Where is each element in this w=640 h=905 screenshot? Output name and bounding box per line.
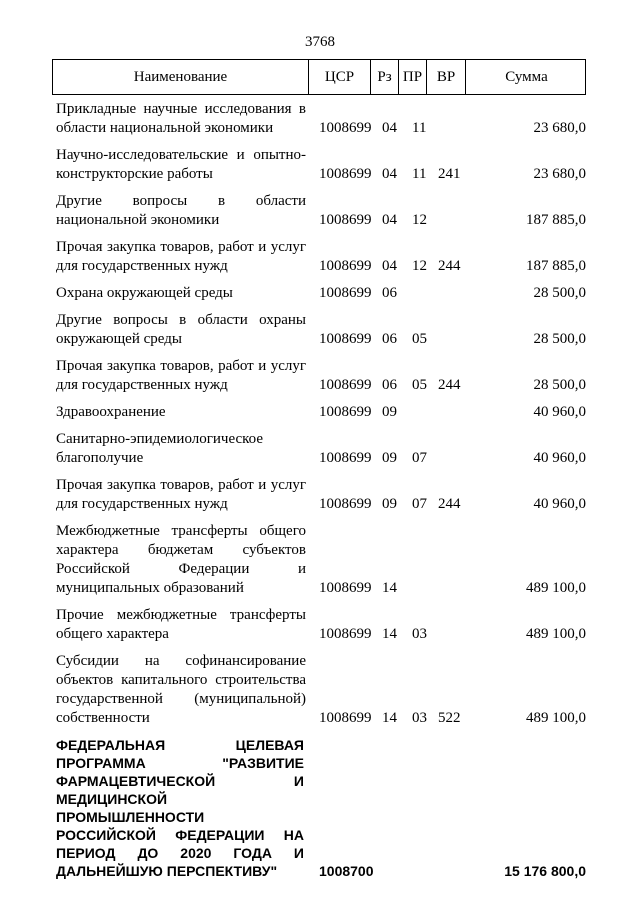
page-number: 3768: [305, 34, 335, 50]
row-pr: 03: [412, 626, 427, 642]
row-csr: 1008699: [319, 258, 372, 274]
row-csr: 1008699: [319, 212, 372, 228]
table-row: [56, 311, 586, 349]
row-pr: 07: [412, 496, 427, 512]
row-vr: 244: [438, 258, 461, 274]
table-row: [56, 146, 586, 184]
row-name: Здравоохранение: [56, 404, 166, 420]
table-row: [56, 430, 586, 468]
row-rz: 09: [382, 496, 397, 512]
row-csr: 1008700: [319, 863, 374, 879]
table-row: [56, 522, 586, 598]
row-sum: 28 500,0: [533, 377, 586, 393]
table-header: [52, 59, 586, 95]
row-rz: 06: [382, 285, 397, 301]
table-row: [56, 652, 586, 728]
row-sum: 40 960,0: [533, 404, 586, 420]
row-name: Другие вопросы в области охраны окружающей среды: [56, 312, 306, 347]
row-name: Прикладные научные исследования в области национальной экономики: [56, 101, 306, 136]
row-csr: 1008699: [319, 377, 372, 393]
row-name: Субсидии на софинансирование объектов капитального строительства государственной (муниципальной) собственности: [56, 653, 306, 726]
row-rz: 09: [382, 450, 397, 466]
row-csr: 1008699: [319, 120, 372, 136]
row-csr: 1008699: [319, 450, 372, 466]
row-rz: 04: [382, 212, 397, 228]
row-rz: 09: [382, 404, 397, 420]
row-pr: 11: [412, 120, 427, 136]
row-csr: 1008699: [319, 404, 372, 420]
header-csr: ЦСР: [308, 60, 370, 94]
row-sum: 489 100,0: [526, 626, 586, 642]
row-pr: 05: [412, 377, 427, 393]
row-pr: 12: [412, 258, 427, 274]
table-row: [56, 284, 586, 303]
row-name: Научно-исследовательские и опытно-конструкторские работы: [56, 147, 306, 182]
header-rz: Рз: [370, 60, 398, 94]
table-row: [56, 476, 586, 514]
row-pr: 11: [412, 166, 427, 182]
row-csr: 1008699: [319, 626, 372, 642]
row-name: Прочие межбюджетные трансферты общего характера: [56, 607, 306, 642]
row-name: ФЕДЕРАЛЬНАЯ ЦЕЛЕВАЯ ПРОГРАММА "РАЗВИТИЕ ФАРМАЦЕВТИЧЕСКОЙ И МЕДИЦИНСКОЙ ПРОМЫШЛЕННОСТИ РОССИЙСКОЙ ФЕДЕРАЦИИ НА ПЕРИОД ДО 2020 ГОДА И ДАЛЬНЕЙШУЮ ПЕРСПЕКТИВУ": [56, 737, 304, 879]
row-pr: 05: [412, 331, 427, 347]
row-rz: 06: [382, 331, 397, 347]
row-sum: 28 500,0: [533, 285, 586, 301]
row-pr: 07: [412, 450, 427, 466]
row-csr: 1008699: [319, 166, 372, 182]
row-name: Охрана окружающей среды: [56, 285, 233, 301]
row-name: Прочая закупка товаров, работ и услуг для государственных нужд: [56, 358, 306, 393]
header-name: Наименование: [133, 68, 228, 85]
row-name: Прочая закупка товаров, работ и услуг для государственных нужд: [56, 239, 306, 274]
row-pr: 03: [412, 710, 427, 726]
row-csr: 1008699: [319, 496, 372, 512]
row-csr: 1008699: [319, 331, 372, 347]
table-row: [56, 403, 586, 422]
row-sum: 15 176 800,0: [504, 863, 586, 879]
row-sum: 40 960,0: [533, 450, 586, 466]
row-rz: 04: [382, 258, 397, 274]
header-pr: ПР: [398, 60, 426, 94]
row-vr: 522: [438, 710, 461, 726]
row-rz: 04: [382, 166, 397, 182]
row-rz: 04: [382, 120, 397, 136]
row-sum: 489 100,0: [526, 580, 586, 596]
row-vr: 241: [438, 166, 461, 182]
row-sum: 187 885,0: [526, 258, 586, 274]
row-name: Санитарно-эпидемиологическое благополучие: [56, 431, 264, 466]
table-row: [56, 357, 586, 395]
row-csr: 1008699: [319, 710, 372, 726]
header-sum: Сумма: [465, 60, 587, 94]
header-vr: ВР: [426, 60, 465, 94]
row-pr: 12: [412, 212, 427, 228]
table-row: [56, 606, 586, 644]
row-rz: 14: [382, 626, 397, 642]
row-sum: 40 960,0: [533, 496, 586, 512]
table-row: [56, 238, 586, 276]
table-row: [56, 736, 586, 880]
row-sum: 489 100,0: [526, 710, 586, 726]
row-sum: 187 885,0: [526, 212, 586, 228]
row-vr: 244: [438, 496, 461, 512]
row-csr: 1008699: [319, 285, 372, 301]
table-body: [56, 100, 586, 888]
row-csr: 1008699: [319, 580, 372, 596]
row-rz: 14: [382, 580, 397, 596]
table-row: [56, 192, 586, 230]
row-name: Прочая закупка товаров, работ и услуг для государственных нужд: [56, 477, 306, 512]
table-row: [56, 100, 586, 138]
row-rz: 06: [382, 377, 397, 393]
row-name: Другие вопросы в области национальной экономики: [56, 193, 306, 228]
row-vr: 244: [438, 377, 461, 393]
row-rz: 14: [382, 710, 397, 726]
row-sum: 28 500,0: [533, 331, 586, 347]
row-name: Межбюджетные трансферты общего характера бюджетам субъектов Российской Федерации и муниципальных образований: [56, 523, 306, 596]
row-sum: 23 680,0: [533, 120, 586, 136]
row-sum: 23 680,0: [533, 166, 586, 182]
